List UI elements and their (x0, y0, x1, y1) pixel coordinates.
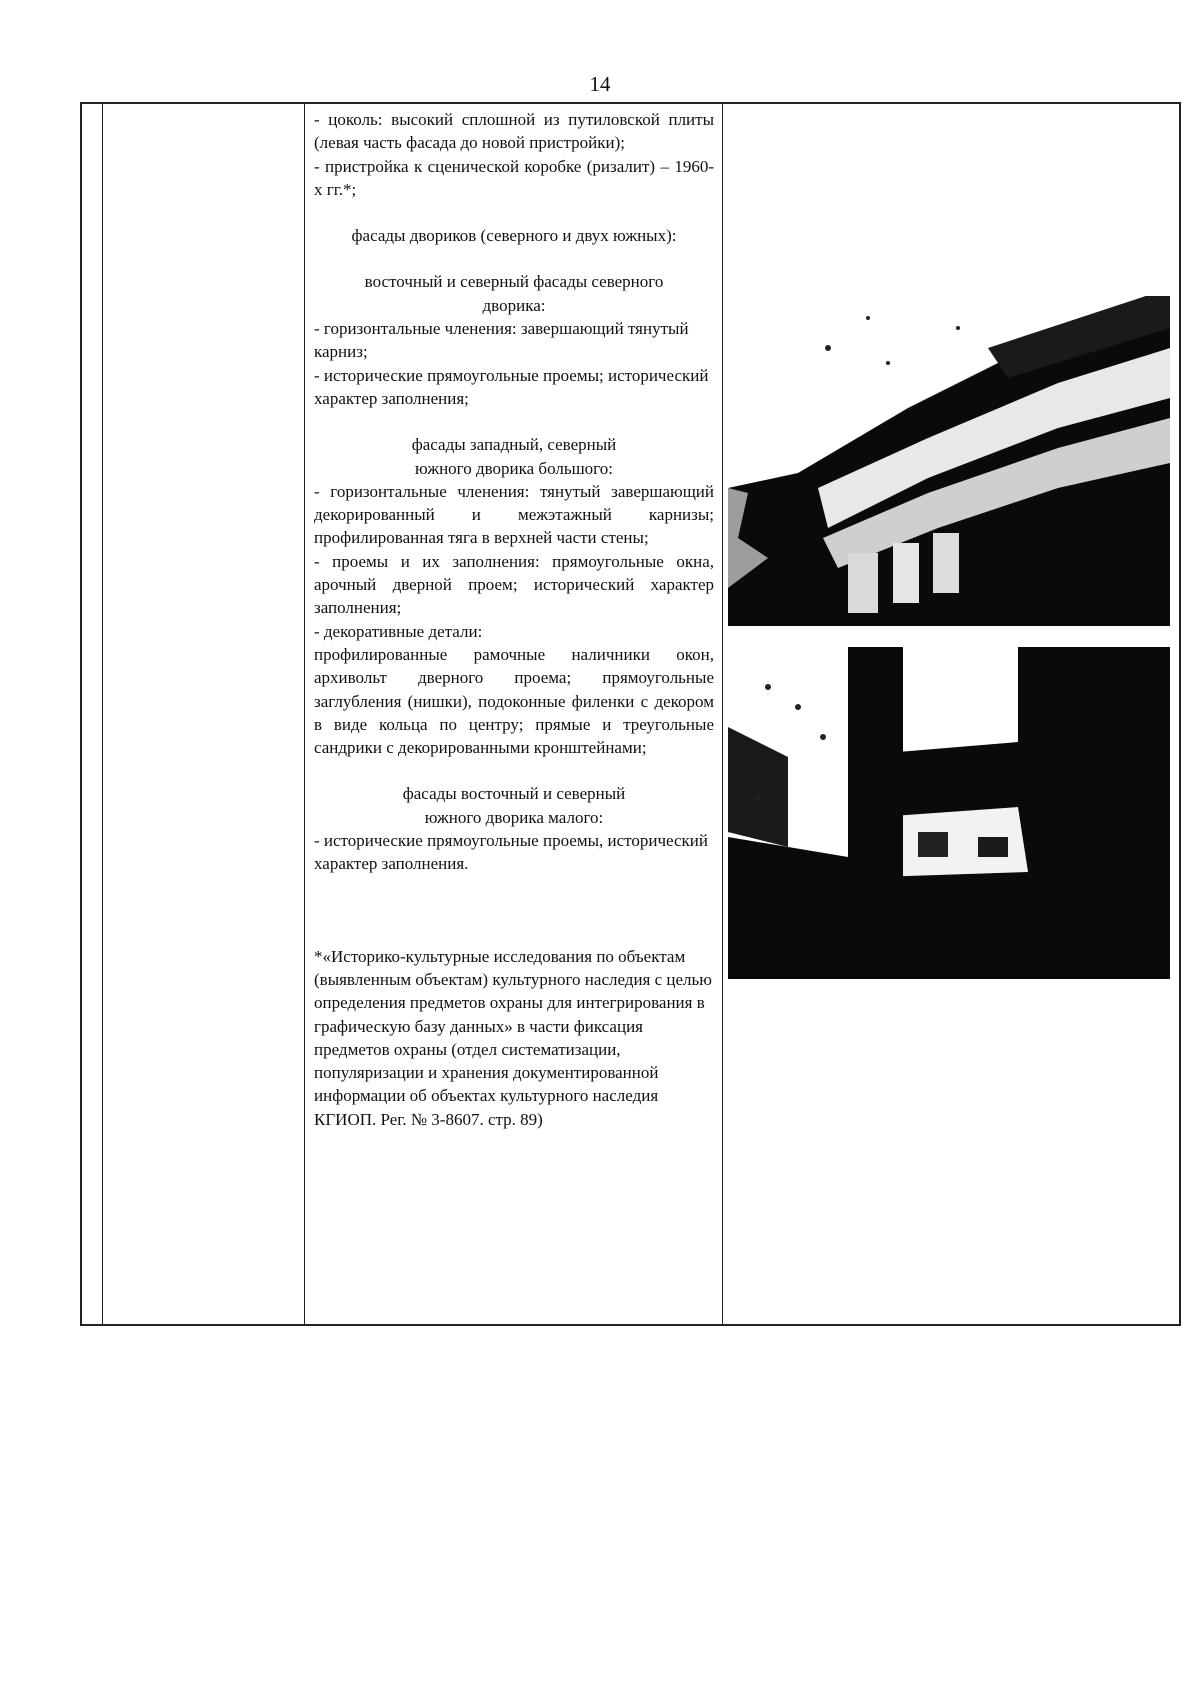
list-item: - исторические прямоугольные проемы, исторический характер заполнения. (314, 831, 708, 874)
page-number: 14 (589, 72, 611, 96)
list-item: профилированные рамочные наличники окон, архивольт дверного проема; прямоугольные заглубления (нишки), подоконные филенки с декором в виде кольца по центру; прямые и треугольные сандрики с декорированными кронштейнами; (314, 644, 714, 758)
north-courtyard-heading: восточный и северный фасады северного (364, 272, 664, 292)
annex-item: - пристройка к сценической коробке (ризалит) – 1960-х гг.*; (314, 156, 714, 199)
list-item: - проемы и их заполнения: прямоугольные окна, арочный дверной проем; исторический характер заполнения; (314, 551, 714, 618)
list-item: - исторические прямоугольные проемы; исторический характер заполнения; (314, 365, 709, 408)
big-south-courtyard-heading: южного дворика большого: (415, 458, 613, 478)
photo-cornice-view (728, 288, 1170, 626)
column-divider (102, 104, 103, 1324)
protected-items-table (80, 102, 1181, 1326)
courtyards-heading: фасады двориков (северного и двух южных): (351, 226, 677, 246)
courtyard-photo-bottom (728, 647, 1170, 979)
description-cell (304, 104, 722, 1131)
big-south-courtyard-heading: фасады западный, северный (411, 435, 617, 455)
photo-courtyard-corner (728, 647, 1170, 979)
courtyard-photo-top (728, 288, 1170, 626)
small-south-courtyard-heading: южного дворика малого: (424, 807, 604, 827)
column-divider (722, 104, 723, 1324)
north-courtyard-heading: дворика: (482, 295, 546, 315)
list-item: - горизонтальные членения: тянутый завершающий декорированный и межэтажный карнизы; профилированная тяга в верхней части стены; (314, 481, 714, 548)
list-item: - декоративные детали: (314, 621, 483, 641)
footnote: *«Историко-культурные исследования по объектам (выявленным объектам) культурного наследия с целью определения предметов охраны для интегрирования в графическую базу данных» в части фиксация предметов охраны (отдел систематизации, популяризации и хранения документированной информации об объектах культурного наследия КГИОП. Рег. № 3-8607. стр. 89) (314, 946, 712, 1129)
plinth-item: - цоколь: высокий сплошной из путиловской плиты (левая часть фасада до новой пристройки); (314, 110, 714, 153)
small-south-courtyard-heading: фасады восточный и северный (402, 784, 626, 804)
list-item: - горизонтальные членения: завершающий тянутый карниз; (314, 319, 689, 362)
